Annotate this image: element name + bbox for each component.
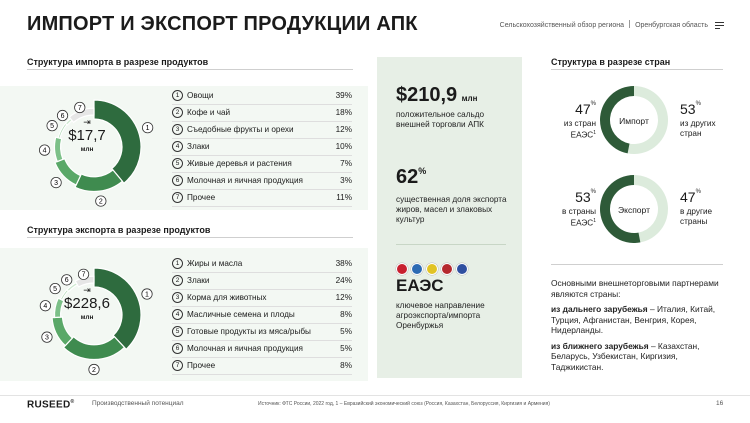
- export-legend-value: 38%: [335, 259, 352, 268]
- import-legend-label: Съедобные фрукты и орехи: [187, 125, 294, 134]
- import-other-share: [680, 101, 724, 138]
- import-legend-label: Злаки: [187, 142, 210, 151]
- partners-far: из дальнего зарубежья – Италия, Китай, Турция, Афганистан, Венгрия, Корея, Нидерланды.: [551, 304, 716, 335]
- import-legend-row: [172, 104, 352, 122]
- export-total-unit: млн: [80, 314, 94, 321]
- export-slice-2: [64, 337, 125, 360]
- flag-icon-3: [426, 263, 438, 275]
- import-legend-number: 2: [172, 107, 183, 118]
- svg-text:2: 2: [92, 366, 96, 374]
- export-slice-label-6: [62, 275, 72, 285]
- balance-unit: млн: [461, 94, 478, 103]
- export-legend-label: Прочее: [187, 361, 216, 370]
- export-eaes-text: в страны ЕАЭС$^1$: [562, 207, 596, 228]
- import-legend-label: Кофе и чай: [187, 108, 231, 117]
- partners-intro: Основными внешнеторговыми партнерами являются страны:: [551, 278, 719, 299]
- import-legend-value: 11%: [336, 193, 352, 202]
- page-number: 16: [716, 400, 724, 407]
- import-other-value: 53: [680, 101, 696, 117]
- header-breadcrumb: [500, 20, 708, 29]
- import-legend-row: [172, 172, 352, 190]
- import-legend-value: 7%: [340, 159, 352, 168]
- import-legend-number: 4: [172, 141, 183, 152]
- svg-text:5: 5: [53, 285, 58, 293]
- export-slice-label-1: [142, 289, 152, 299]
- flag-icon-5: [456, 263, 468, 275]
- svg-text:3: 3: [54, 179, 59, 187]
- import-eaes-text: из стран ЕАЭС$^1$: [563, 119, 596, 140]
- import-slice-label-2: [96, 196, 106, 206]
- export-legend-label: Готовые продукты из мяса/рыбы: [187, 327, 311, 336]
- balance-text: положительное сальдо внешней торговли АПК: [396, 110, 485, 129]
- export-legend-label: Масличные семена и плоды: [187, 310, 295, 319]
- import-legend-row: [172, 155, 352, 173]
- export-legend-number: 7: [172, 360, 183, 371]
- svg-text:7: 7: [81, 271, 86, 279]
- export-donut-center: [57, 286, 117, 321]
- export-legend-value: 12%: [335, 293, 352, 302]
- import-arrow-icon: ⇥: [83, 117, 91, 127]
- header-region[interactable]: Оренбургская область: [635, 22, 708, 29]
- export-legend-number: 3: [172, 292, 183, 303]
- import-rule: [27, 69, 353, 70]
- svg-text:7: 7: [77, 104, 82, 112]
- export-legend-label: Корма для животных: [187, 293, 267, 302]
- export-other-value: 47: [680, 189, 696, 205]
- svg-text:5: 5: [50, 123, 55, 131]
- import-section-title: Структура импорта в разрезе продуктов: [27, 57, 209, 67]
- export-slice-label-4: [40, 301, 50, 311]
- import-legend-label: Живые деревья и растения: [187, 159, 292, 168]
- svg-text:1: 1: [145, 291, 149, 299]
- svg-text:6: 6: [60, 112, 65, 120]
- import-eaes-value: 47: [575, 101, 591, 117]
- import-slice-label-3: [51, 177, 61, 187]
- import-total-value: $17,7: [68, 127, 106, 144]
- footer-subtitle: Производственный потенциал: [92, 400, 184, 407]
- svg-text:6: 6: [64, 277, 69, 285]
- export-legend-number: 2: [172, 275, 183, 286]
- svg-text:4: 4: [43, 303, 48, 311]
- menu-icon[interactable]: [715, 22, 724, 31]
- import-legend-row: [172, 138, 352, 156]
- header-report-name[interactable]: Сельскохозяйственный обзор региона: [499, 22, 625, 29]
- eaes-text: ключевое направление агроэкспорта/импорта Оренбуржья: [396, 301, 485, 330]
- import-legend-row: [172, 87, 352, 105]
- share-percent-sign: %: [418, 166, 427, 176]
- export-section-title: Структура экспорта в разрезе продуктов: [27, 225, 211, 235]
- export-other-percent: %: [695, 189, 701, 195]
- import-slice-label-5: [47, 120, 57, 130]
- share-text: существенная доля экспорта жиров, масел и злаковых культур: [396, 195, 507, 224]
- share-stat: [396, 166, 426, 189]
- export-legend-row: [172, 255, 352, 273]
- import-legend-row: [172, 189, 352, 207]
- export-legend-label: Жиры и масла: [187, 259, 243, 268]
- export-legend-number: 5: [172, 326, 183, 337]
- export-legend-value: 5%: [340, 344, 352, 353]
- import-legend-row: [172, 121, 352, 139]
- mid-rule: [396, 244, 506, 245]
- export-legend-number: 1: [172, 258, 183, 269]
- export-legend-row: [172, 323, 352, 341]
- export-legend-label: Злаки: [187, 276, 210, 285]
- import-slice-label-4: [39, 145, 49, 155]
- flag-icon-1: [396, 263, 408, 275]
- countries-section-title: Структура в разрезе стран: [551, 57, 671, 67]
- export-legend-value: 24%: [335, 276, 352, 285]
- import-legend-number: 1: [172, 90, 183, 101]
- export-legend: [172, 255, 352, 375]
- import-slice-label-7: [75, 102, 85, 112]
- import-eaes-percent: %: [590, 101, 596, 107]
- import-legend-value: 10%: [335, 142, 352, 151]
- import-legend-number: 6: [172, 175, 183, 186]
- import-donut-center: [59, 118, 115, 153]
- import-legend: [172, 87, 352, 207]
- import-ring-label: Импорт: [619, 116, 649, 126]
- export-legend-row: [172, 340, 352, 358]
- export-slice-3: [52, 317, 72, 346]
- import-other-text: из других стран: [680, 119, 716, 138]
- export-legend-number: 6: [172, 343, 183, 354]
- export-legend-value: 5%: [340, 327, 352, 336]
- import-legend-label: Прочее: [187, 193, 216, 202]
- import-legend-number: 7: [172, 192, 183, 203]
- source-note: Источник: ФТС России, 2022 год, 1 – Евразийский экономический союз (Россия, Казахстан, Белоруссия, Киргизия и Армения): [258, 401, 550, 407]
- import-legend-value: 3%: [340, 176, 352, 185]
- import-total-unit: млн: [80, 146, 94, 153]
- import-legend-value: 12%: [335, 125, 352, 134]
- share-value: 62: [396, 166, 419, 188]
- import-other-percent: %: [695, 101, 701, 107]
- import-eaes-share: [560, 101, 596, 140]
- export-other-share: [680, 189, 724, 226]
- partners-near: из ближнего зарубежья – Казахстан, Беларусь, Узбекистан, Киргизия, Таджикистан.: [551, 340, 700, 372]
- flag-icon-4: [441, 263, 453, 275]
- partners-block: [551, 278, 721, 377]
- svg-text:1: 1: [145, 125, 150, 133]
- export-legend-value: 8%: [340, 310, 352, 319]
- import-slice-2: [75, 170, 122, 192]
- balance-value: $210,9: [396, 84, 458, 106]
- import-legend-value: 39%: [335, 91, 352, 100]
- import-legend-number: 3: [172, 124, 183, 135]
- export-legend-row: [172, 306, 352, 324]
- countries-rule: [551, 69, 723, 70]
- page-title: ИМПОРТ И ЭКСПОРТ ПРОДУКЦИИ АПК: [27, 13, 418, 35]
- export-eaes-share: [556, 189, 596, 228]
- flag-icon-2: [411, 263, 423, 275]
- export-rule: [27, 237, 353, 238]
- export-ring-label: Экспорт: [618, 205, 650, 215]
- import-legend-label: Молочная и яичная продукция: [187, 176, 303, 185]
- import-legend-label: Овощи: [187, 91, 214, 100]
- export-slice-label-2: [89, 364, 99, 374]
- export-arrow-icon: ⇥: [83, 285, 91, 295]
- export-eaes-percent: %: [590, 189, 596, 195]
- eaes-title: ЕАЭС: [396, 276, 444, 295]
- export-eaes-value: 53: [575, 189, 591, 205]
- partners-rule: [551, 264, 723, 265]
- export-legend-number: 4: [172, 309, 183, 320]
- import-legend-number: 5: [172, 158, 183, 169]
- export-legend-row: [172, 357, 352, 375]
- export-legend-row: [172, 272, 352, 290]
- svg-text:4: 4: [42, 147, 47, 155]
- balance-stat: [396, 84, 477, 107]
- svg-text:3: 3: [44, 334, 49, 342]
- svg-text:2: 2: [98, 198, 103, 206]
- export-other-text: в другие страны: [680, 207, 713, 226]
- import-legend-value: 18%: [335, 108, 352, 117]
- export-slice-label-7: [78, 269, 88, 279]
- export-legend-row: [172, 289, 352, 307]
- ruseed-logo[interactable]: RUSEED®: [27, 399, 75, 411]
- export-total-value: $228,6: [64, 295, 110, 312]
- export-legend-value: 8%: [340, 361, 352, 370]
- export-slice-label-3: [42, 332, 52, 342]
- export-legend-label: Молочная и яичная продукция: [187, 344, 303, 353]
- import-slice-label-1: [142, 122, 152, 132]
